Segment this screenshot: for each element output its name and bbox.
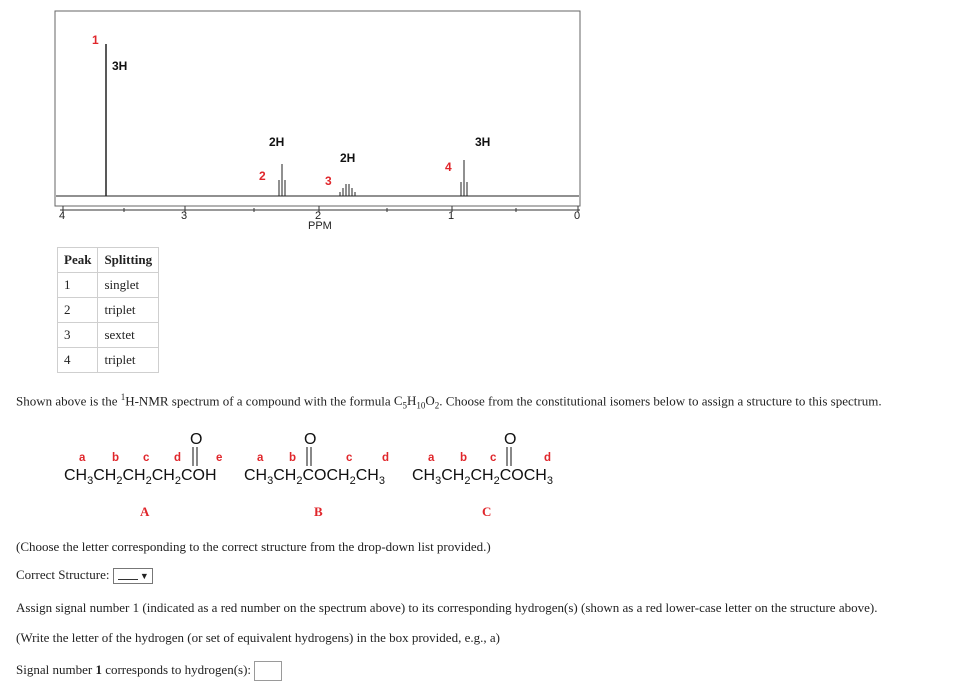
nmr-spectrum [0, 0, 600, 240]
peak-4-number: 4 [445, 160, 452, 174]
table-row [58, 323, 159, 348]
table-row [58, 273, 159, 298]
peak-3-lines [340, 184, 355, 196]
hydrogen-label-c: c [490, 452, 497, 464]
axis-tick-label: 2 [315, 210, 322, 222]
structure-a-formula: $CH_3CH_2CH_2CH_2COH$ [64, 467, 217, 487]
axis-unit-label: PPM [308, 220, 332, 232]
peak-cell: 4 [58, 348, 98, 373]
structure-c [412, 431, 553, 487]
hydrogen-label-a: a [428, 452, 435, 464]
carbonyl-oxygen: O [190, 431, 203, 448]
peak-1-integration: 3H [112, 59, 128, 73]
assign-instruction: Assign signal number 1 (indicated as a red number on the spectrum above) to its corresponding hydrogen(s) (shown as a red lower-case letter on the structure above). [16, 600, 878, 615]
peak-splitting-table [57, 247, 159, 373]
signal-answer-label: Signal number 1 corresponds to hydrogen(s): [16, 661, 252, 677]
axis-tick-label: 0 [574, 210, 581, 222]
peak-2-number: 2 [259, 169, 266, 183]
spectrum-frame [55, 11, 580, 206]
intro-text: Shown above is the $^1$H-NMR spectrum of a compound with the formula $C_5H_{10}O_2$. Choose from the constitutional isomers below to assign a structure to this spectrum. [16, 392, 882, 411]
structure-label-c: C [482, 504, 492, 519]
molecular-formula: $C_5H_{10}O_2$ [393, 393, 440, 411]
peak-4-integration: 3H [475, 135, 491, 149]
hydrogen-label-c: c [346, 452, 353, 464]
structure-a [64, 431, 222, 487]
axis-tick-label: 3 [181, 210, 188, 222]
peak-3-integration: 2H [340, 151, 356, 165]
structure-label-a: A [140, 504, 150, 519]
chevron-down-icon: ▼ [139, 571, 149, 582]
splitting-cell: singlet [98, 273, 159, 298]
table-header-splitting: Splitting [98, 248, 159, 273]
axis-tick-label: 1 [448, 210, 455, 222]
peak-cell: 2 [58, 298, 98, 323]
carbonyl-oxygen: O [304, 431, 317, 448]
structure-c-formula: $CH_3CH_2CH_2COCH_3$ [412, 467, 553, 487]
correct-structure-row [16, 567, 153, 584]
hydrogen-label-b: b [460, 452, 468, 464]
hydrogen-label-d: d [544, 452, 552, 464]
hydrogen-label-a: a [257, 452, 264, 464]
hydrogen-label-d: d [174, 452, 182, 464]
peak-3-number: 3 [325, 174, 332, 188]
structure-label-b: B [314, 504, 323, 519]
signal-answer-row [16, 661, 282, 681]
splitting-cell: triplet [98, 348, 159, 373]
splitting-cell: triplet [98, 298, 159, 323]
peak-2-integration: 2H [269, 135, 285, 149]
table-row [58, 348, 159, 373]
structure-b [244, 431, 389, 487]
choose-instruction: (Choose the letter corresponding to the correct structure from the drop-down list provided.) [16, 539, 491, 554]
hydrogen-label-c: c [143, 452, 150, 464]
axis-tick-label: 4 [59, 210, 66, 222]
peak-cell: 1 [58, 273, 98, 298]
hydrogen-label-a: a [79, 452, 86, 464]
hydrogen-label-b: b [112, 452, 120, 464]
isomer-structures [0, 420, 974, 500]
signal-hydrogen-input[interactable] [254, 661, 282, 681]
table-header-peak: Peak [58, 248, 98, 273]
peak-4-lines [461, 160, 467, 196]
correct-structure-dropdown[interactable] [113, 568, 153, 584]
carbonyl-oxygen: O [504, 431, 517, 448]
peak-1-number: 1 [92, 33, 99, 47]
splitting-cell: sextet [98, 323, 159, 348]
table-row [58, 298, 159, 323]
correct-structure-label: Correct Structure: [16, 567, 110, 582]
peak-cell: 3 [58, 323, 98, 348]
hydrogen-label-d: d [382, 452, 390, 464]
hydrogen-label-b: b [289, 452, 297, 464]
peak-2-lines [279, 164, 285, 196]
hydrogen-label-e: e [216, 452, 223, 464]
structure-b-formula: $CH_3CH_2COCH_2CH_3$ [244, 467, 385, 487]
write-instruction: (Write the letter of the hydrogen (or set of equivalent hydrogens) in the box provided, e.g., a) [16, 630, 500, 645]
